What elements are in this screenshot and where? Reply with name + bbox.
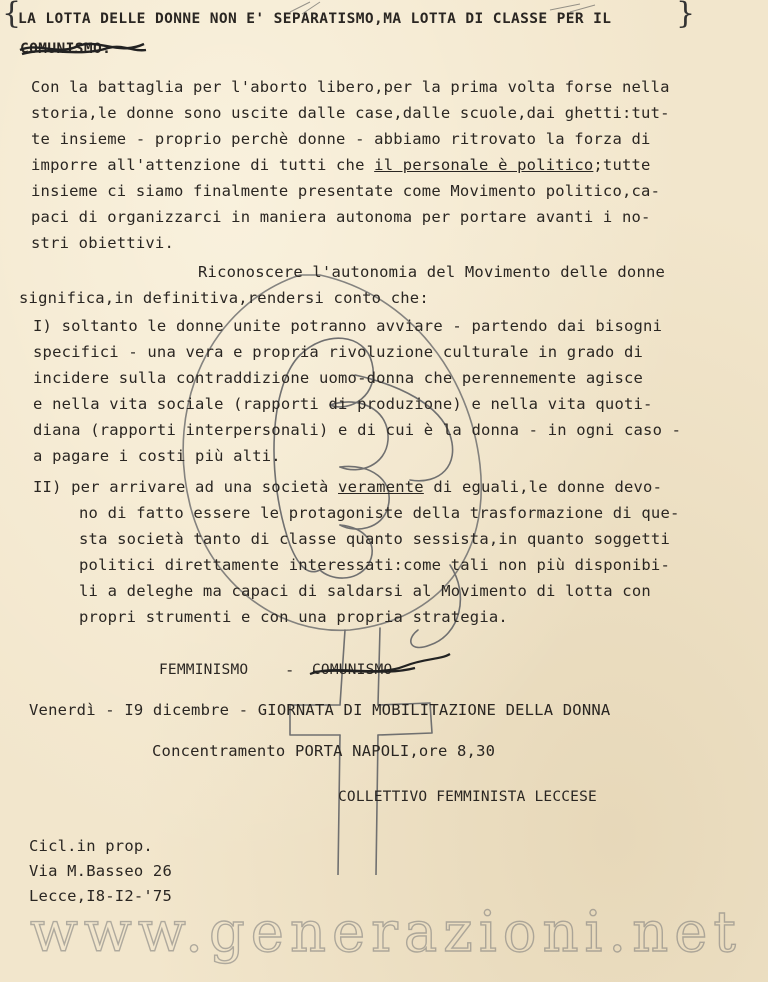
document-title: LA LOTTA DELLE DONNE NON E' SEPARATISMO,MA LOTTA DI CLASSE PER IL bbox=[18, 11, 612, 27]
paragraph-1-line-1: Con la battaglia per l'aborto libero,per la prima volta forse nella bbox=[31, 78, 670, 96]
title-pen-marks bbox=[250, 0, 610, 20]
slogan-struck-word: COMUNISMO bbox=[312, 662, 393, 678]
point-1-line-3: incidere sulla contraddizione uomo-donna che perennemente agisce bbox=[33, 369, 644, 387]
paragraph-1-line-4 bbox=[31, 156, 651, 174]
footer-line-2: Via M.Basseo 26 bbox=[29, 862, 172, 880]
signature-collective: COLLETTIVO FEMMINISTA LECCESE bbox=[338, 789, 597, 805]
point-1-line-4: e nella vita sociale (rapporti di produzione) e nella vita quoti- bbox=[33, 395, 653, 413]
point-2-line-6: propri strumenti e con una propria strategia. bbox=[79, 608, 508, 626]
emphasized-word-veramente: veramente bbox=[338, 478, 424, 496]
event-meeting-line: Concentramento PORTA NAPOLI,ore 8,30 bbox=[152, 742, 496, 760]
point-1-line-6: a pagare i costi più alti. bbox=[33, 447, 281, 465]
paragraph-1-line-7: stri obiettivi. bbox=[31, 234, 174, 252]
point-2-line-1-end: di eguali,le donne devo- bbox=[423, 478, 663, 496]
paragraph-1-line-4-start: imporre all'attenzione di tutti che bbox=[31, 156, 375, 174]
title-right-brace: } bbox=[676, 0, 696, 31]
document-title-struck-word: COMUNISMO. bbox=[20, 41, 112, 57]
footer-line-3: Lecce,I8-I2-'75 bbox=[29, 887, 172, 905]
paragraph-1-line-3: te insieme - proprio perchè donne - abbiamo ritrovato la forza di bbox=[31, 130, 651, 148]
website-watermark: www.generazioni.net bbox=[30, 900, 742, 965]
point-2-line-4: politici direttamente interessati:come tali non più disponibi- bbox=[79, 556, 670, 574]
point-2-line-1-start: II) per arrivare ad una società bbox=[33, 478, 339, 496]
point-2-line-3: sta società tanto di classe quanto sessista,in quanto soggetti bbox=[79, 530, 670, 548]
paragraph-1-line-5: insieme ci siamo finalmente presentate come Movimento politico,ca- bbox=[31, 182, 661, 200]
paragraph-2-line-1: Riconoscere l'autonomia del Movimento delle donne bbox=[198, 263, 666, 281]
slogan-dash: - bbox=[285, 661, 295, 679]
point-1-line-1: I) soltanto le donne unite potranno avviare - partendo dai bisogni bbox=[33, 317, 663, 335]
key-phrase-personal-political: il personale è politico bbox=[374, 156, 594, 174]
point-2-line-2: no di fatto essere le protagoniste della trasformazione di que- bbox=[79, 504, 680, 522]
footer-line-1: Cicl.in prop. bbox=[29, 837, 153, 855]
point-2-line-1 bbox=[33, 478, 662, 496]
event-date-line: Venerdì - I9 dicembre - GIORNATA DI MOBILITAZIONE DELLA DONNA bbox=[29, 701, 611, 719]
paragraph-1-line-2: storia,le donne sono uscite dalle case,dalle scuole,dai ghetti:tut- bbox=[31, 104, 670, 122]
point-1-line-2: specifici - una vera e propria rivoluzione culturale in grado di bbox=[33, 343, 644, 361]
paragraph-1-line-4-end: ;tutte bbox=[593, 156, 651, 174]
slogan-feminism: FEMMINISMO bbox=[159, 662, 249, 678]
slogan-strikeout-scribble bbox=[305, 650, 455, 686]
paragraph-2-line-2: significa,in definitiva,rendersi conto che: bbox=[19, 289, 429, 307]
paragraph-1-line-6: paci di organizzarci in maniera autonoma per portare avanti i no- bbox=[31, 208, 651, 226]
point-1-line-5: diana (rapporti interpersonali) e di cui è la donna - in ogni caso - bbox=[33, 421, 682, 439]
title-left-brace: { bbox=[2, 0, 22, 31]
point-2-line-5: li a deleghe ma capaci di saldarsi al Movimento di lotta con bbox=[79, 582, 651, 600]
title-strikeout-scribble bbox=[18, 36, 148, 62]
